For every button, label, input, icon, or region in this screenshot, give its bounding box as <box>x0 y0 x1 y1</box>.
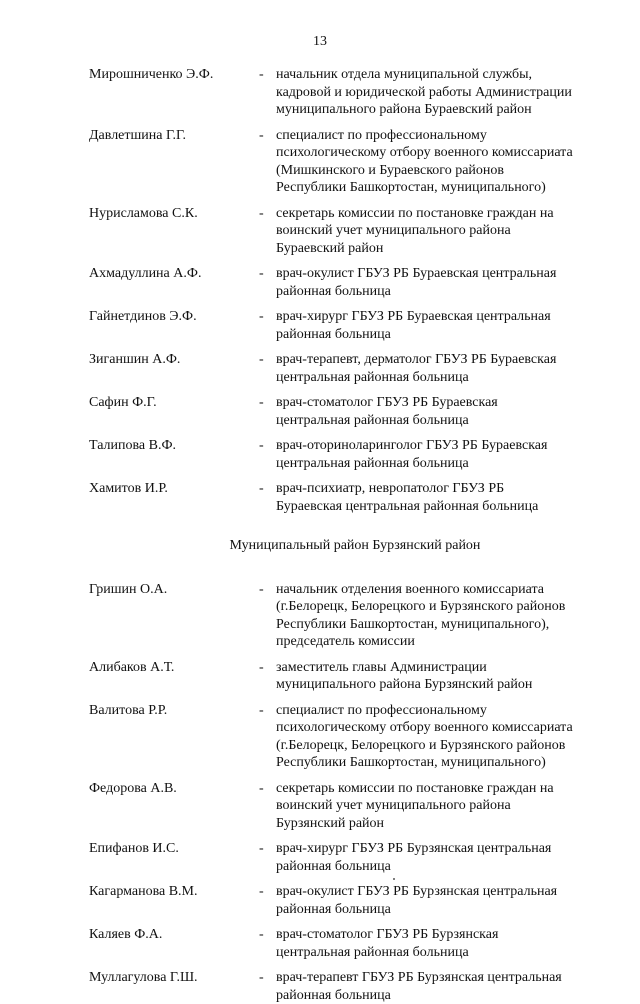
member-entry <box>0 265 640 300</box>
dash-separator: - <box>259 437 264 455</box>
member-role: врач-окулист ГБУЗ РБ Бураевская центральная районная больница <box>276 265 606 300</box>
member-entry <box>0 969 640 1004</box>
member-name: Хамитов И.Р. <box>89 480 168 498</box>
member-name: Мирошниченко Э.Ф. <box>89 66 213 84</box>
burzyansky-members <box>0 581 640 1004</box>
member-role: заместитель главы Администрации муниципального района Бурзянский район <box>276 659 606 694</box>
member-entry <box>0 205 640 258</box>
member-role: специалист по профессиональному психологическому отбору военного комиссариата (г.Белорецк, Белорецкого и Бурзянского районов Республики Башкортостан, муниципального) <box>276 702 606 772</box>
member-role: секретарь комиссии по постановке граждан на воинский учет муниципального района Бурзянский район <box>276 780 606 833</box>
member-entry <box>0 702 640 772</box>
member-role: врач-терапевт ГБУЗ РБ Бурзянская центральная районная больница <box>276 969 606 1004</box>
dash-separator: - <box>259 127 264 145</box>
member-name: Зиганшин А.Ф. <box>89 351 180 369</box>
member-role: начальник отделения военного комиссариата (г.Белорецк, Белорецкого и Бурзянского районов Республики Башкортостан, муниципального), председатель комиссии <box>276 581 606 651</box>
dash-separator: - <box>259 205 264 223</box>
member-role: секретарь комиссии по постановке граждан на воинский учет муниципального района Бураевский район <box>276 205 606 258</box>
section-heading: Муниципальный район Бурзянский район <box>0 537 640 555</box>
member-name: Федорова А.В. <box>89 780 177 798</box>
dash-separator: - <box>259 659 264 677</box>
member-role: врач-терапевт, дерматолог ГБУЗ РБ Бураевская центральная районная больница <box>276 351 606 386</box>
member-entry <box>0 883 640 918</box>
member-role: начальник отдела муниципальной службы, кадровой и юридической работы Администрации муниципального района Бураевский район <box>276 66 606 119</box>
member-role: врач-хирург ГБУЗ РБ Бурзянская центральная районная больница <box>276 840 606 875</box>
member-entry <box>0 308 640 343</box>
dash-separator: - <box>259 840 264 858</box>
member-entry <box>0 581 640 651</box>
member-entry <box>0 394 640 429</box>
member-entry <box>0 780 640 833</box>
dash-separator: - <box>259 883 264 901</box>
bureavsky-members <box>0 66 640 515</box>
member-role: врач-психиатр, невропатолог ГБУЗ РБ Бураевская центральная районная больница <box>276 480 606 515</box>
dash-separator: - <box>259 480 264 498</box>
member-name: Валитова Р.Р. <box>89 702 167 720</box>
member-name: Нурисламова С.К. <box>89 205 198 223</box>
dash-separator: - <box>259 265 264 283</box>
dash-separator: - <box>259 308 264 326</box>
member-name: Алибаков А.Т. <box>89 659 174 677</box>
member-name: Талипова В.Ф. <box>89 437 176 455</box>
scan-speck <box>393 878 395 880</box>
dash-separator: - <box>259 780 264 798</box>
member-role: врач-оториноларинголог ГБУЗ РБ Бураевская центральная районная больница <box>276 437 606 472</box>
member-name: Кагарманова В.М. <box>89 883 198 901</box>
member-name: Каляев Ф.А. <box>89 926 162 944</box>
member-entry <box>0 926 640 961</box>
page-number: 13 <box>0 34 640 50</box>
dash-separator: - <box>259 926 264 944</box>
member-entry <box>0 437 640 472</box>
member-role: врач-стоматолог ГБУЗ РБ Бураевская центральная районная больница <box>276 394 606 429</box>
dash-separator: - <box>259 581 264 599</box>
member-entry <box>0 480 640 515</box>
dash-separator: - <box>259 66 264 84</box>
dash-separator: - <box>259 351 264 369</box>
member-entry <box>0 840 640 875</box>
dash-separator: - <box>259 394 264 412</box>
member-name: Сафин Ф.Г. <box>89 394 157 412</box>
member-role: врач-окулист ГБУЗ РБ Бурзянская центральная районная больница <box>276 883 606 918</box>
member-entry <box>0 659 640 694</box>
member-entry <box>0 127 640 197</box>
member-role: специалист по профессиональному психологическому отбору военного комиссариата (Мишкинского и Бураевского районов Республики Башкортостан, муниципального) <box>276 127 606 197</box>
member-entry <box>0 66 640 119</box>
member-role: врач-стоматолог ГБУЗ РБ Бурзянская центральная районная больница <box>276 926 606 961</box>
member-name: Муллагулова Г.Ш. <box>89 969 198 987</box>
member-name: Давлетшина Г.Г. <box>89 127 186 145</box>
member-name: Епифанов И.С. <box>89 840 179 858</box>
commission-list <box>0 66 640 1004</box>
member-name: Гришин О.А. <box>89 581 167 599</box>
dash-separator: - <box>259 702 264 720</box>
dash-separator: - <box>259 969 264 987</box>
member-name: Гайнетдинов Э.Ф. <box>89 308 197 326</box>
member-role: врач-хирург ГБУЗ РБ Бураевская центральная районная больница <box>276 308 606 343</box>
member-entry <box>0 351 640 386</box>
member-name: Ахмадуллина А.Ф. <box>89 265 201 283</box>
